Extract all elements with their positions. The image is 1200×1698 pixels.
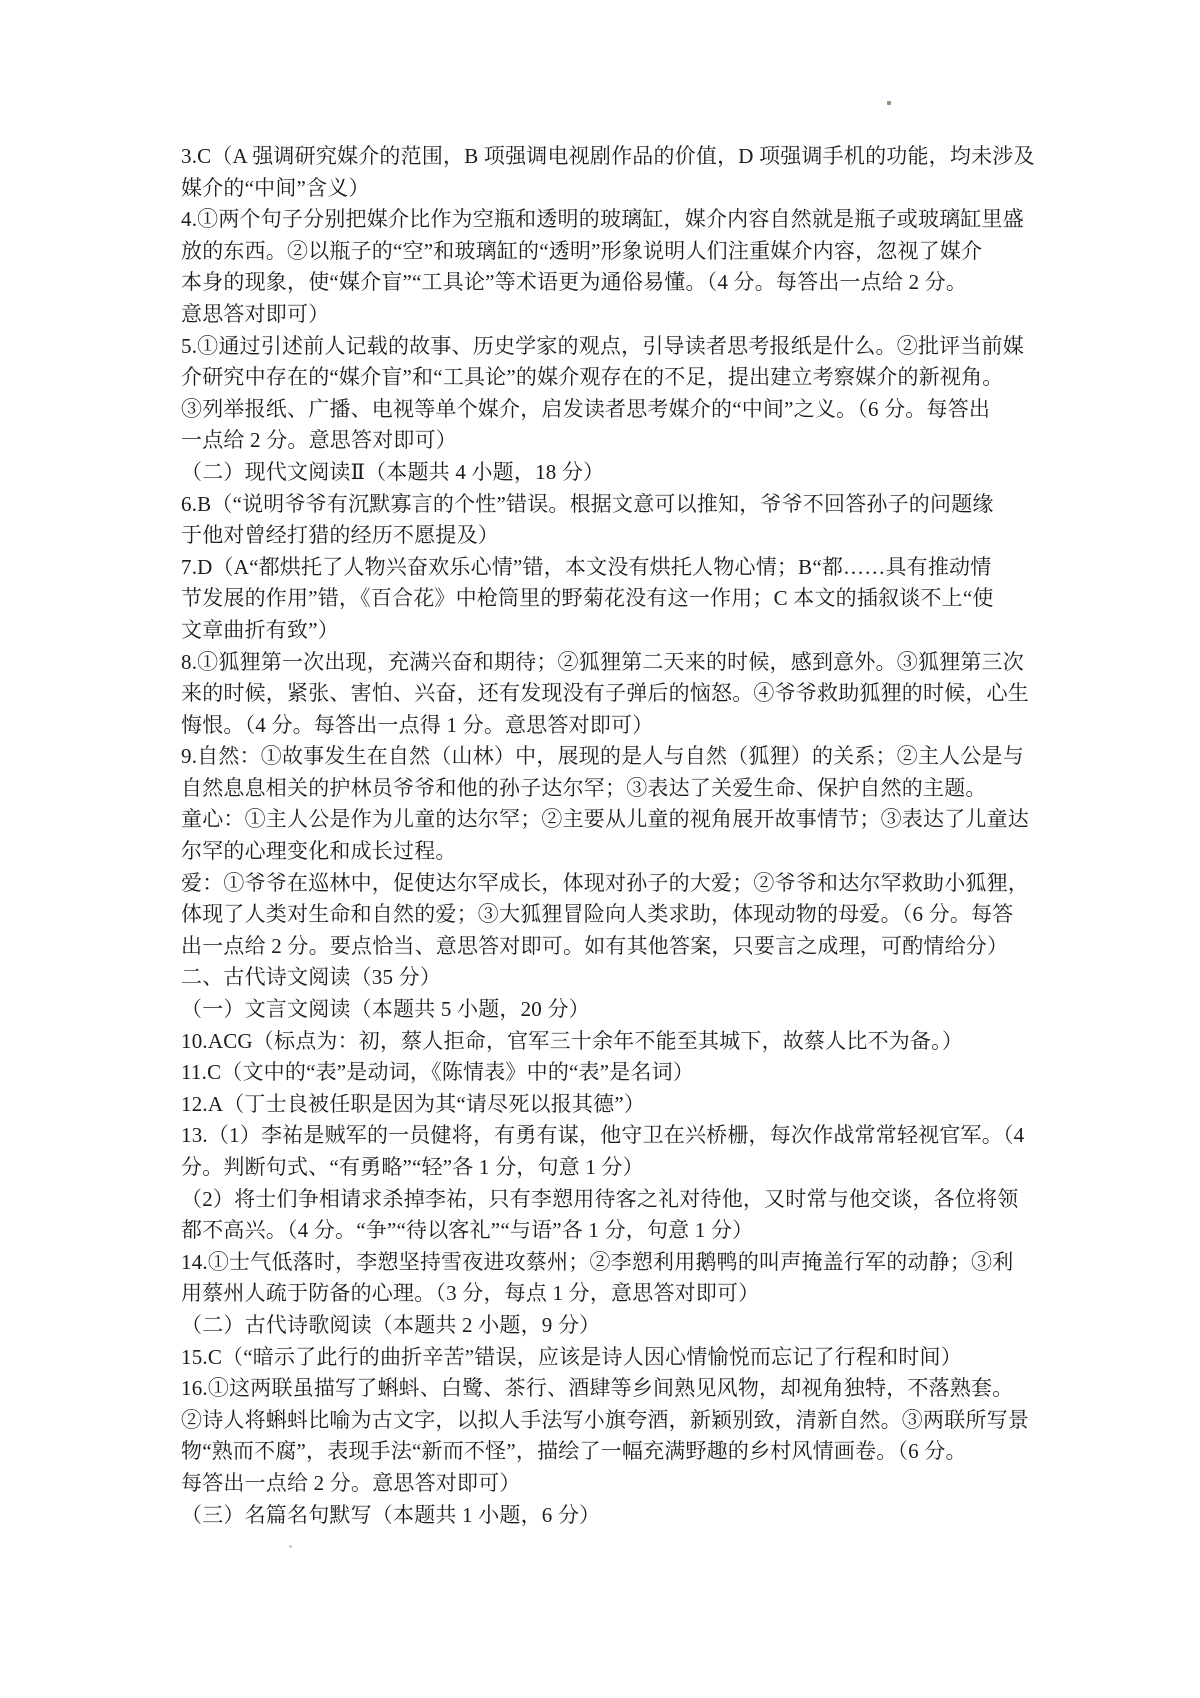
text-line: （一）文言文阅读（本题共 5 小题，20 分）: [181, 997, 590, 1022]
text-line: 13.（1）李祐是贼军的一员健将，有勇有谋，他守卫在兴桥栅，每次作战常常轻视官军。（4: [181, 1123, 1025, 1148]
text-line: 用蔡州人疏于防备的心理。（3 分，每点 1 分，意思答对即可）: [181, 1281, 760, 1306]
text-line: 12.A（丁士良被任职是因为其“请尽死以报其德”）: [181, 1091, 646, 1116]
text-line: 节发展的作用”错，《百合花》中枪筒里的野菊花没有这一作用；C 本文的插叙谈不上“使: [181, 586, 994, 611]
text-line: （二）古代诗歌阅读（本题共 2 小题，9 分）: [181, 1312, 601, 1337]
text-line: 爱：①爷爷在巡林中，促使达尔罕成长，体现对孙子的大爱；②爷爷和达尔罕救助小狐狸，: [181, 870, 1029, 895]
text-line: 分。判断句式、“有勇略”“轻”各 1 分，句意 1 分）: [181, 1155, 644, 1179]
text-line: 6.B（“说明爷爷有沉默寡言的个性”错误。根据文意可以推知，爷爷不回答孙子的问题缘: [181, 491, 994, 516]
text-line: 3.C（A 强调研究媒介的范围，B 项强调电视剧作品的价值，D 项强调手机的功能，均未涉及: [181, 144, 1035, 168]
text-line: 14.①士气低落时，李愬坚持雪夜进攻蔡州；②李愬利用鹅鸭的叫声掩盖行军的动静；③利: [181, 1249, 1014, 1274]
scan-speck-top: [887, 101, 891, 105]
text-line: 8.①狐狸第一次出现，充满兴奋和期待；②狐狸第二天来的时候，感到意外。③狐狸第三次: [181, 649, 1024, 674]
text-line: 都不高兴。（4 分。“争”“待以客礼”“与语”各 1 分，句意 1 分）: [181, 1218, 754, 1243]
text-line: 10.ACG（标点为：初，蔡人拒命，官军三十余年不能至其城下，故蔡人比不为备。）: [181, 1028, 964, 1053]
text-line: 11.C（文中的“表”是动词，《陈情表》中的“表”是名词）: [181, 1060, 695, 1085]
text-line: 物“熟而不腐”，表现手法“新而不怪”，描绘了一幅充满野趣的乡村风情画卷。（6 分。: [181, 1439, 967, 1464]
text-line: ②诗人将蝌蚪比喻为古文字，以拟人手法写小旗夸酒，新颖别致，清新自然。③两联所写景: [181, 1407, 1029, 1432]
text-line: 意思答对即可）: [181, 301, 330, 326]
text-line: 15.C（“暗示了此行的曲折辛苦”错误，应该是诗人因心情愉悦而忘记了行程和时间）: [181, 1344, 962, 1369]
text-line: 一点给 2 分。意思答对即可）: [181, 428, 457, 453]
text-line: 每答出一点给 2 分。意思答对即可）: [181, 1470, 521, 1495]
text-line: 5.①通过引述前人记载的故事、历史学家的观点，引导读者思考报纸是什么。②批评当前媒: [181, 333, 1024, 358]
text-line: 本身的现象，使“媒介盲”“工具论”等术语更为通俗易懂。（4 分。每答出一点给 2 分。: [181, 270, 968, 295]
text-line: 童心：①主人公是作为儿童的达尔罕；②主要从儿童的视角展开故事情节；③表达了儿童达: [181, 807, 1029, 832]
scan-speck-bottom: [289, 1545, 292, 1548]
text-line: 二、古代诗文阅读（35 分）: [181, 965, 442, 990]
text-line: （2）将士们争相请求杀掉李祐，只有李愬用待客之礼对待他，又时常与他交谈，各位将领: [181, 1186, 1019, 1211]
text-line: 9.自然：①故事发生在自然（山林）中，展现的是人与自然（狐狸）的关系；②主人公是与: [181, 744, 1024, 769]
text-line: 4.①两个句子分别把媒介比作为空瓶和透明的玻璃缸，媒介内容自然就是瓶子或玻璃缸里盛: [181, 207, 1024, 232]
text-line: （二）现代文阅读Ⅱ（本题共 4 小题，18 分）: [181, 459, 605, 484]
text-line: 尔罕的心理变化和成长过程。: [181, 839, 457, 864]
answer-text-block: [181, 141, 1035, 1531]
text-line: 媒介的“中间”含义）: [181, 175, 370, 200]
text-line: 于他对曾经打猎的经历不愿提及）: [181, 523, 499, 548]
text-line: 16.①这两联虽描写了蝌蚪、白鹭、茶行、酒肆等乡间熟见风物，却视角独特，不落熟套。: [181, 1376, 1014, 1401]
text-line: 放的东西。②以瓶子的“空”和玻璃缸的“透明”形象说明人们注重媒介内容，忽视了媒介: [181, 238, 983, 263]
text-line: 来的时候，紧张、害怕、兴奋，还有发现没有子弹后的恼怒。④爷爷救助狐狸的时候，心生: [181, 681, 1029, 706]
text-line: 悔恨。（4 分。每答出一点得 1 分。意思答对即可）: [181, 712, 654, 737]
text-line: 介研究中存在的“媒介盲”和“工具论”的媒介观存在的不足，提出建立考察媒介的新视角。: [181, 365, 1004, 390]
text-line: 文章曲折有致”）: [181, 617, 339, 642]
text-line: 体现了人类对生命和自然的爱；③大狐狸冒险向人类求助，体现动物的母爱。（6 分。每答: [181, 902, 1014, 927]
text-line: 出一点给 2 分。要点恰当、意思答对即可。如有其他答案，只要言之成理，可酌情给分）: [181, 933, 1009, 958]
text-line: ③列举报纸、广播、电视等单个媒介，启发读者思考媒介的“中间”之义。（6 分。每答出: [181, 396, 991, 421]
text-line: 7.D（A“都烘托了人物兴奋欢乐心情”错，本文没有烘托人物心情；B“都……具有推动情: [181, 554, 992, 579]
text-line: 自然息息相关的护林员爷爷和他的孙子达尔罕；③表达了关爱生命、保护自然的主题。: [181, 775, 987, 800]
text-line: （三）名篇名句默写（本题共 1 小题，6 分）: [181, 1502, 601, 1527]
